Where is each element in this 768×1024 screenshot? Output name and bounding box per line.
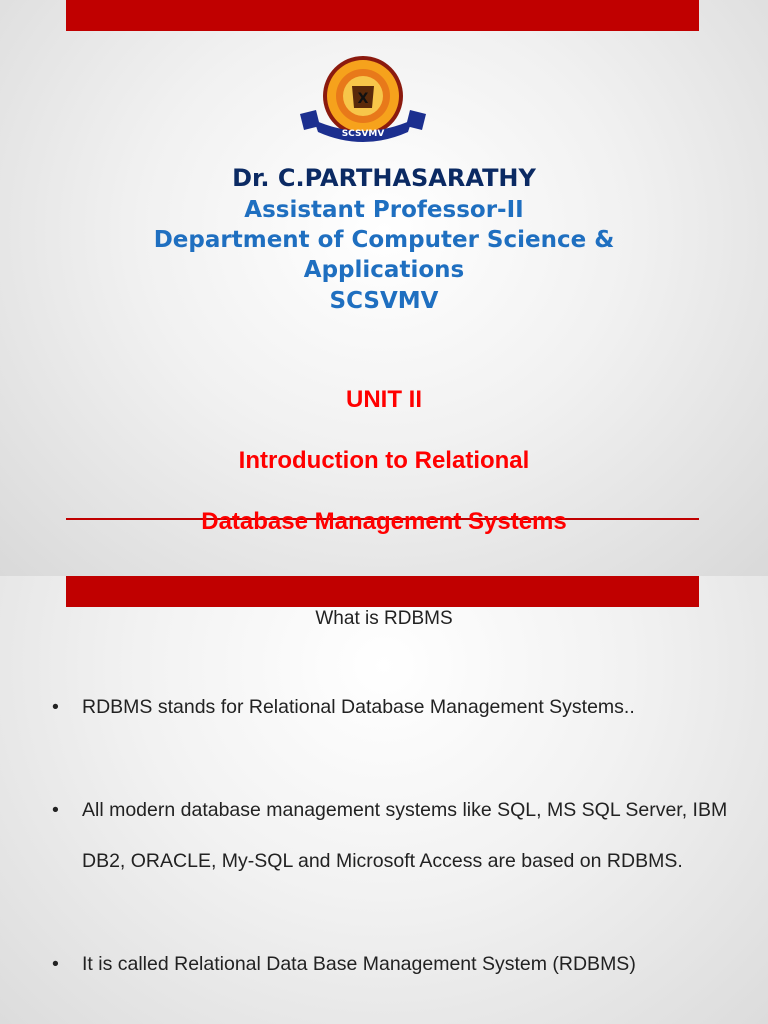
bullet-text: RDBMS stands for Relational Database Management Systems.. bbox=[82, 696, 635, 718]
department-name: Department of Computer Science & Applications bbox=[153, 227, 615, 283]
author-name: Dr. C.PARTHASARATHY bbox=[232, 164, 536, 192]
unit-heading: UNIT II bbox=[346, 386, 422, 413]
bullet-icon: • bbox=[52, 696, 59, 718]
bullet-text: It is called Relational Data Base Management System (RDBMS) bbox=[82, 952, 636, 975]
svg-text:SCSVMV: SCSVMV bbox=[341, 129, 385, 139]
bullet-text: All modern database management systems like SQL, MS SQL Server, IBM DB2, ORACLE, My-SQL and Microsoft Access are based on RDBMS. bbox=[82, 798, 728, 872]
top-red-bar bbox=[66, 0, 699, 31]
bullet-icon: • bbox=[52, 798, 59, 821]
bullet-list bbox=[52, 682, 752, 1024]
list-item bbox=[52, 785, 752, 888]
slide-title: What is RDBMS bbox=[315, 608, 453, 629]
unit-title-line-1: Introduction to Relational bbox=[238, 447, 530, 474]
svg-text:X: X bbox=[357, 91, 369, 107]
list-item bbox=[52, 682, 752, 734]
author-role: Assistant Professor-II bbox=[244, 197, 524, 223]
list-item bbox=[52, 939, 752, 991]
content-slide bbox=[0, 576, 768, 1024]
bullet-icon: • bbox=[52, 952, 59, 975]
top-red-bar bbox=[66, 576, 699, 607]
scsvmv-logo-icon bbox=[296, 56, 430, 142]
university-name: SCSVMV bbox=[329, 288, 439, 314]
unit-title-line-2: Database Management Systems bbox=[201, 508, 567, 535]
